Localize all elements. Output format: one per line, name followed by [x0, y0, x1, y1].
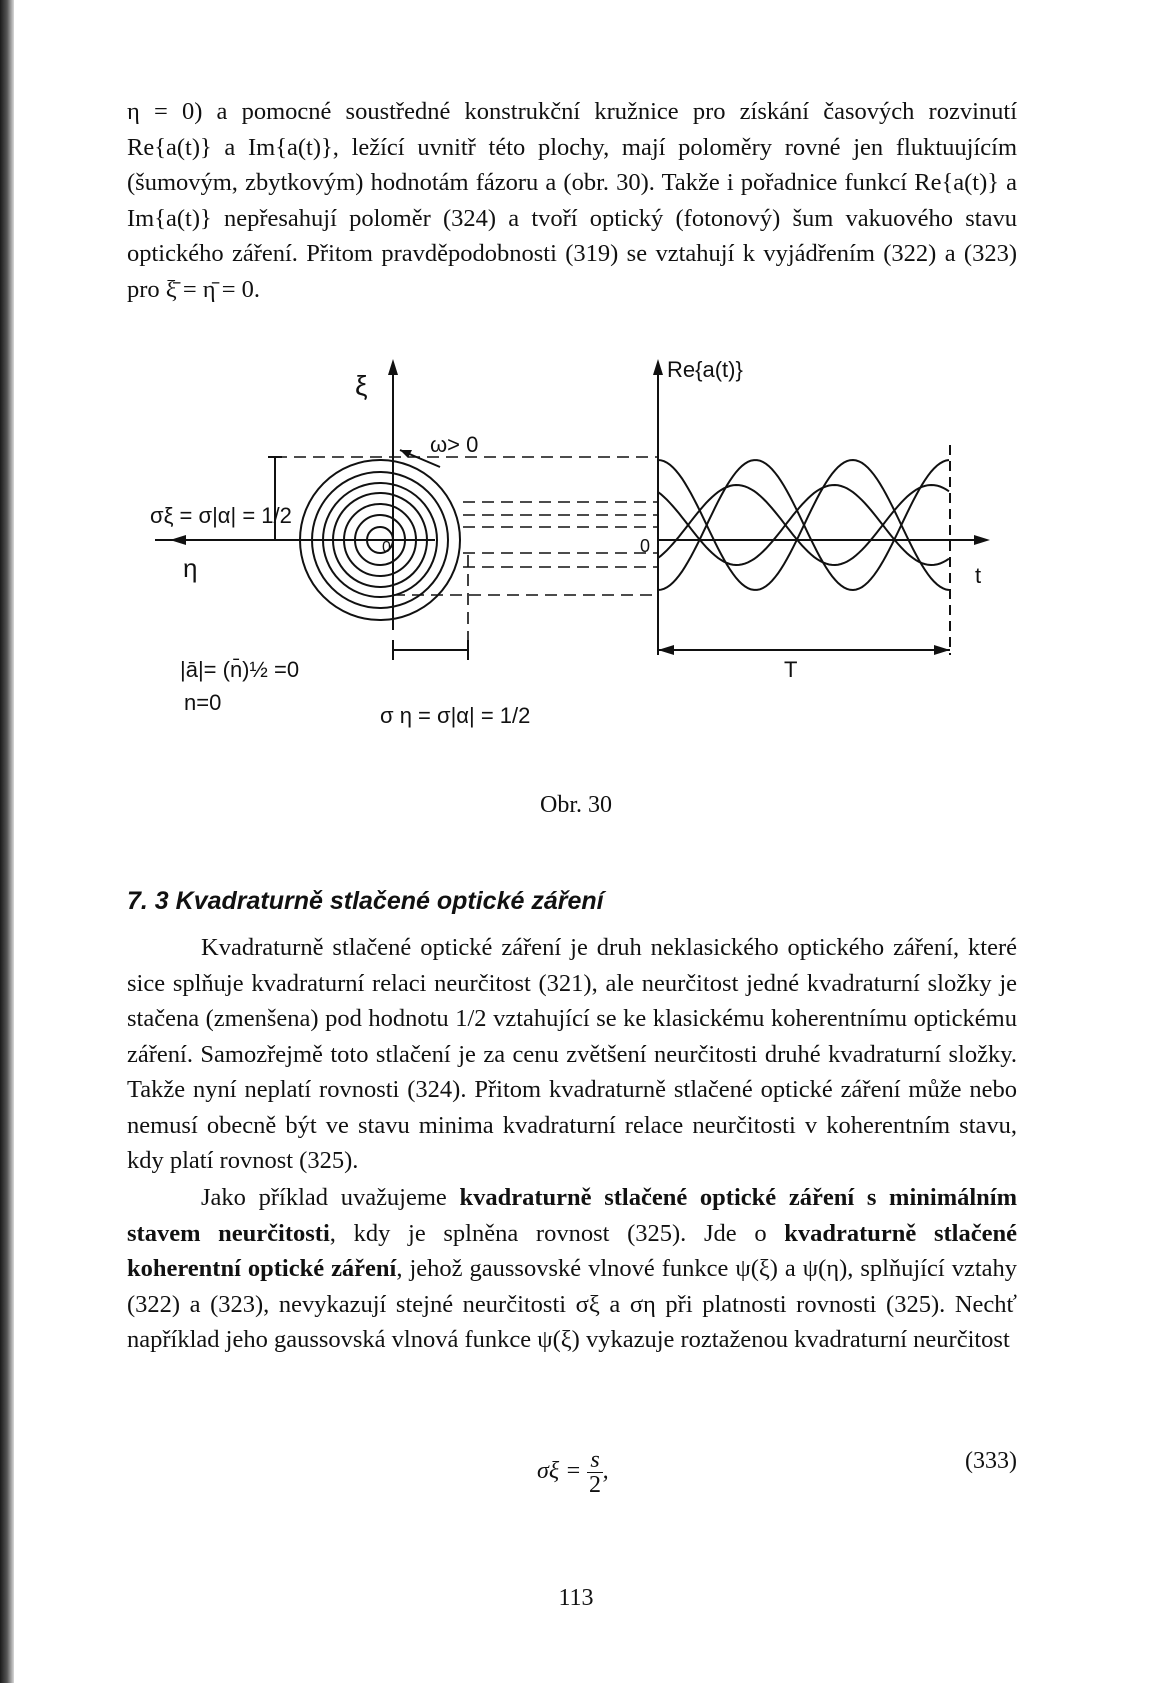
figure-30	[0, 355, 1152, 755]
re-arrow-icon	[653, 359, 663, 375]
equation-number: (333)	[965, 1448, 1017, 1474]
eq-lhs: σξ =	[537, 1458, 588, 1485]
label-T: T	[784, 657, 798, 682]
label-re: Re{a(t)}	[667, 357, 743, 382]
p2-bold-2: kvadraturně stlačené koherentní optické záření	[127, 1219, 1017, 1282]
equation-333	[127, 1440, 1017, 1500]
label-alpha: |ā|= (n̄)½ =0	[180, 657, 300, 682]
eq-suffix: ,	[602, 1458, 609, 1485]
p2-text-2: , kdy je splněna rovnost (325). Jde o	[329, 1219, 785, 1247]
section-heading: 7. 3 Kvadraturně stlačené optické záření	[127, 887, 604, 915]
T-left-arrow-icon	[658, 645, 674, 655]
eq-fraction	[587, 1448, 602, 1497]
T-right-arrow-icon	[934, 645, 950, 655]
label-sigma-xi: σξ = σ|α| = 1/2	[150, 503, 292, 528]
label-omega: ω> 0	[430, 432, 479, 457]
eq-numerator: s	[587, 1448, 602, 1473]
equation-body	[537, 1448, 609, 1497]
eq-denominator: 2	[588, 1472, 601, 1498]
label-t: t	[975, 563, 982, 588]
t-arrow-icon	[974, 535, 990, 545]
label-eta: η	[183, 553, 198, 583]
label-zero-axis: 0	[640, 536, 651, 556]
intro-paragraph	[127, 94, 1017, 307]
wave-1	[658, 460, 949, 590]
xi-arrow-icon	[388, 359, 398, 375]
paragraph-1-text: Kvadraturně stlačené optické záření je druh neklasického optického záření, které sice splňuje kvadraturní relaci neurčitost (321), ale neurčitost jedné kvadraturní složky je stačena (zmenšena) pod hodnotu 1/2 vztahující se ke klasickému koherentnímu optickému záření. Samozřejmě toto stlačení je za cenu zvětšení neurčitosti druhé kvadraturní složky. Takže nyní neplatí rovnosti (324). Přitom kvadraturně stlačené optické záření může nebo nemusí obecně být ve stavu minima kvadraturní relace neurčitosti v koherentním stavu, kdy platí rovnost (325).	[127, 934, 1017, 1174]
label-xi: ξ	[355, 370, 368, 401]
p2-text-3: , jehož gaussovské vlnové funkce ψ(ξ) a ψ(η), splňující vztahy (322) a (323), nevykazují stejné neurčitosti σξ a ση při platnosti rovnosti (325). Nechť například jeho gaussovská vlnová funkce ψ(ξ) vykazuje roztaženou kvadraturní neurčitost	[127, 1255, 1017, 1353]
eta-arrow-icon	[170, 535, 186, 545]
paragraph-1	[127, 930, 1017, 1179]
figure-diagram	[0, 355, 1152, 755]
figure-caption: Obr. 30	[540, 792, 612, 818]
label-n: n=0	[184, 690, 222, 715]
label-sigma-eta: σ η = σ|α| = 1/2	[380, 703, 531, 728]
page-number: 113	[558, 1585, 594, 1611]
paragraph-2	[127, 1180, 1017, 1358]
label-zero-center: 0	[382, 539, 391, 556]
paragraph-2-text	[127, 1180, 1017, 1358]
p2-text-1: Jako příklad uvažujeme	[201, 1184, 460, 1211]
p2-bold-1: kvadraturně stlačené optické záření s minimálním stavem neurčitosti	[127, 1184, 1018, 1247]
intro-text: η = 0) a pomocné soustředné konstrukční kružnice pro získání časových rozvinutí Re{a(t)} a Im{a(t)}, ležící uvnitř této plochy, mají poloměry rovné jen fluktuujícím (šumovým, zbytkovým) hodnotám fázoru a (obr. 30). Takže i pořadnice funkcí Re{a(t)} a Im{a(t)} nepřesahují poloměr (324) a tvoří optický (fotonový) šum vakuového stavu optického záření. Přitom pravděpodobnosti (319) se vztahují k vyjádřením (322) a (323) pro ξ̄ = η̄ = 0.	[127, 98, 1017, 303]
